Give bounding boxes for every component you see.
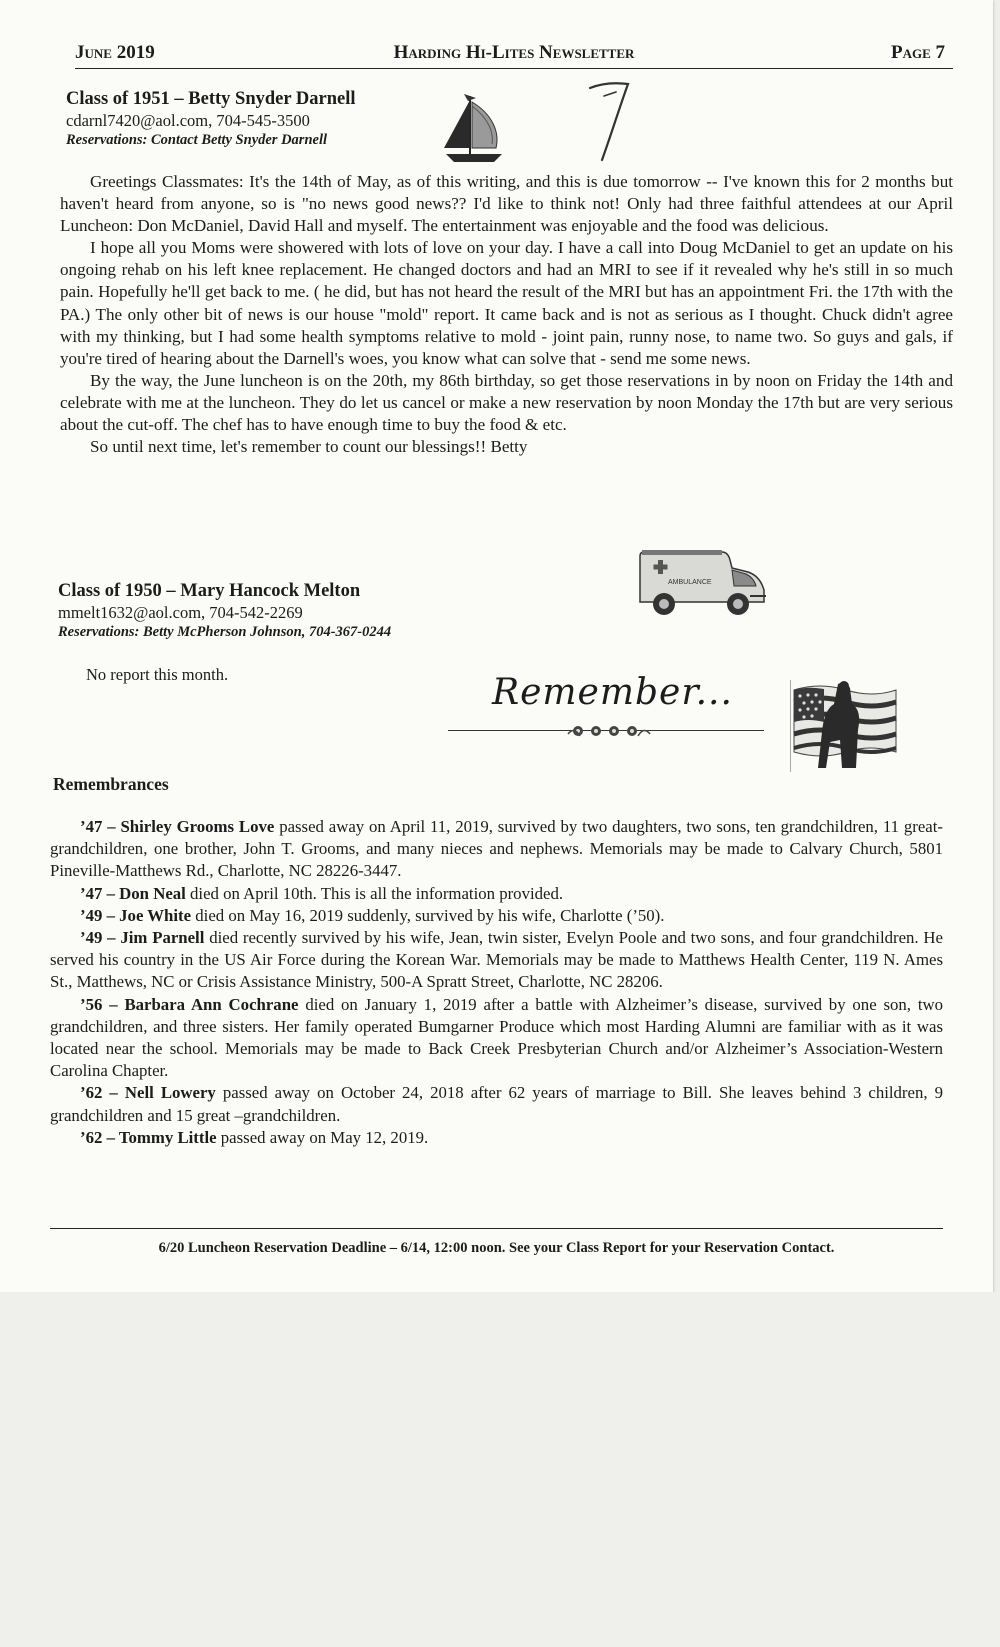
- list-item: [50, 927, 943, 994]
- report-paragraph: So until next time, let's remember to count our blessings!! Betty: [90, 437, 528, 457]
- entry-year: ’49 –: [80, 905, 120, 925]
- list-item: [50, 905, 943, 927]
- entry-text: passed away on October 24, 2018 after 62 years of marriage to Bill. She leaves behind 3 children, 9 grandchildren and 15 great –grandchildren.: [50, 1083, 944, 1125]
- class-1950-contact: mmelt1632@aol.com, 704-542-2269: [58, 603, 303, 622]
- class-1950-reservations: Reservations: Betty McPherson Johnson, 704-367-0244: [58, 624, 392, 640]
- flag-soldier-clipart: [790, 680, 900, 772]
- entry-year: ’47 –: [80, 817, 121, 836]
- class-1951-heading: [66, 88, 356, 150]
- list-item: [50, 1082, 943, 1126]
- class-1951-contact: cdarnl7420@aol.com, 704-545-3500: [66, 111, 310, 130]
- entry-text: died on May 16, 2019 suddenly, survived by his wife, Charlotte (’50).: [191, 905, 665, 925]
- entry-name: Barbara Ann Cochrane: [124, 994, 299, 1014]
- remember-script: Remember...: [492, 672, 733, 713]
- list-item: [50, 1127, 943, 1149]
- footer-divider: [50, 1228, 943, 1229]
- ambulance-label: AMBULANCE: [668, 579, 712, 586]
- class-1951-title: Class of 1951 – Betty Snyder Darnell: [66, 89, 356, 109]
- class-1950-heading: [58, 580, 391, 642]
- class-1951-report: [60, 171, 953, 458]
- list-item: [50, 883, 943, 905]
- handwritten-page-mark: [586, 76, 634, 166]
- entry-year: ’56 –: [80, 994, 125, 1014]
- page-header: [75, 42, 953, 69]
- entry-text: died recently survived by his wife, Jean, twin sister, Evelyn Poole and two sons, and four grandchildren. He served his country in the US Air Force during the Korean War. Memorials may be made to Matthews Health Center, 119 N. Ames St., Matthews, NC or Crisis Assistance Ministry, 500-A Spratt Street, Charlotte, NC 28206.: [50, 928, 943, 992]
- entry-text: passed away on April 11, 2019, survived by two daughters, two sons, ten grandchildren, 11 great-grandchildren, one brother, John T. Grooms, and many nieces and nephews. Memorials may be made to Calvary Church, 5801 Pineville-Matthews Rd., Charlotte, NC 28226-3447.: [50, 817, 943, 881]
- report-paragraph: Greetings Classmates: It's the 14th of May, as of this writing, and this is due tomorrow -- I've known this for 2 months but haven't heard from anyone, so is "no news good news?? I'd like to think not! Only had three faithful attendees at our April Luncheon: Don McDaniel, David Hall and myself. The entertainment was enjoyable and the food was delicious.: [60, 172, 953, 236]
- header-title: Harding Hi-Lites Newsletter: [393, 42, 635, 63]
- entry-year: ’62 –: [80, 1083, 125, 1103]
- entry-name: Don Neal: [119, 883, 186, 903]
- sailboat-clipart: [440, 92, 514, 166]
- page-background-below-sheet: [0, 1292, 1000, 1647]
- ambulance-clipart: [636, 546, 770, 618]
- report-paragraph: I hope all you Moms were showered with lots of love on your day. I have a call into Doug McDaniel to get an update on his ongoing rehab on his left knee replacement. He changed doctors and had an MRI to see if it revealed why he's still in so much pain. Hopefully he'll get back to me. ( he did, but has not heard the result of the MRI but has an appointment Fri. the 17th with the PA.) The only other bit of news is our house "mold" report. It came back and is not as serious as I thought. Chuck didn't agree with my thinking, but I had some health symptoms relative to mold - joint pain, runny nose, to name two. So guys and gals, if you're tired of hearing about the Darnell's woes, you know what can solve that - send me some news.: [60, 238, 953, 368]
- remembrances-list: [50, 816, 943, 1149]
- entry-name: Nell Lowery: [124, 1083, 216, 1103]
- list-item: [50, 816, 943, 883]
- flower-ornament-icon: [566, 722, 652, 740]
- entry-year: ’47 –: [80, 883, 120, 903]
- header-date: June 2019: [75, 42, 155, 63]
- class-1950-title: Class of 1950 – Mary Hancock Melton: [58, 581, 361, 601]
- class-1950-note: No report this month.: [86, 665, 229, 684]
- entry-name: Tommy Little: [118, 1127, 217, 1147]
- entry-text: passed away on May 12, 2019.: [216, 1127, 429, 1147]
- footer-notice: 6/20 Luncheon Reservation Deadline – 6/14, 12:00 noon. See your Class Report for your Reservation Contact.: [158, 1240, 835, 1256]
- entry-text: died on January 1, 2019 after a battle with Alzheimer’s disease, survived by one son, two grandchildren, and three sisters. Her family operated Bumgarner Produce which most Harding Alumni are familiar with as it was located near the school. Memorials may be made to Back Creek Presbyterian Church and/or Alzheimer’s Association-Western Carolina Chapter.: [50, 994, 943, 1081]
- report-paragraph: By the way, the June luncheon is on the 20th, my 86th birthday, so get those reservations in by noon on Friday the 14th and celebrate with me at the luncheon. They do let us cancel or make a new reservation by noon Monday the 17th but are very serious about the cut-off. The chef has to have enough time to buy the food & etc.: [60, 370, 953, 435]
- entry-name: Joe White: [119, 905, 192, 925]
- entry-name: Shirley Grooms Love: [120, 817, 275, 836]
- class-1951-reservations: Reservations: Contact Betty Snyder Darnell: [66, 132, 327, 148]
- entry-text: died on April 10th. This is all the information provided.: [185, 883, 564, 903]
- remembrances-title: Remembrances: [53, 774, 169, 794]
- entry-name: Jim Parnell: [120, 928, 205, 948]
- list-item: [50, 994, 943, 1083]
- remember-banner: [448, 672, 764, 752]
- entry-year: ’49 –: [80, 928, 121, 948]
- header-page-number: Page 7: [890, 42, 945, 63]
- entry-year: ’62 –: [80, 1127, 119, 1147]
